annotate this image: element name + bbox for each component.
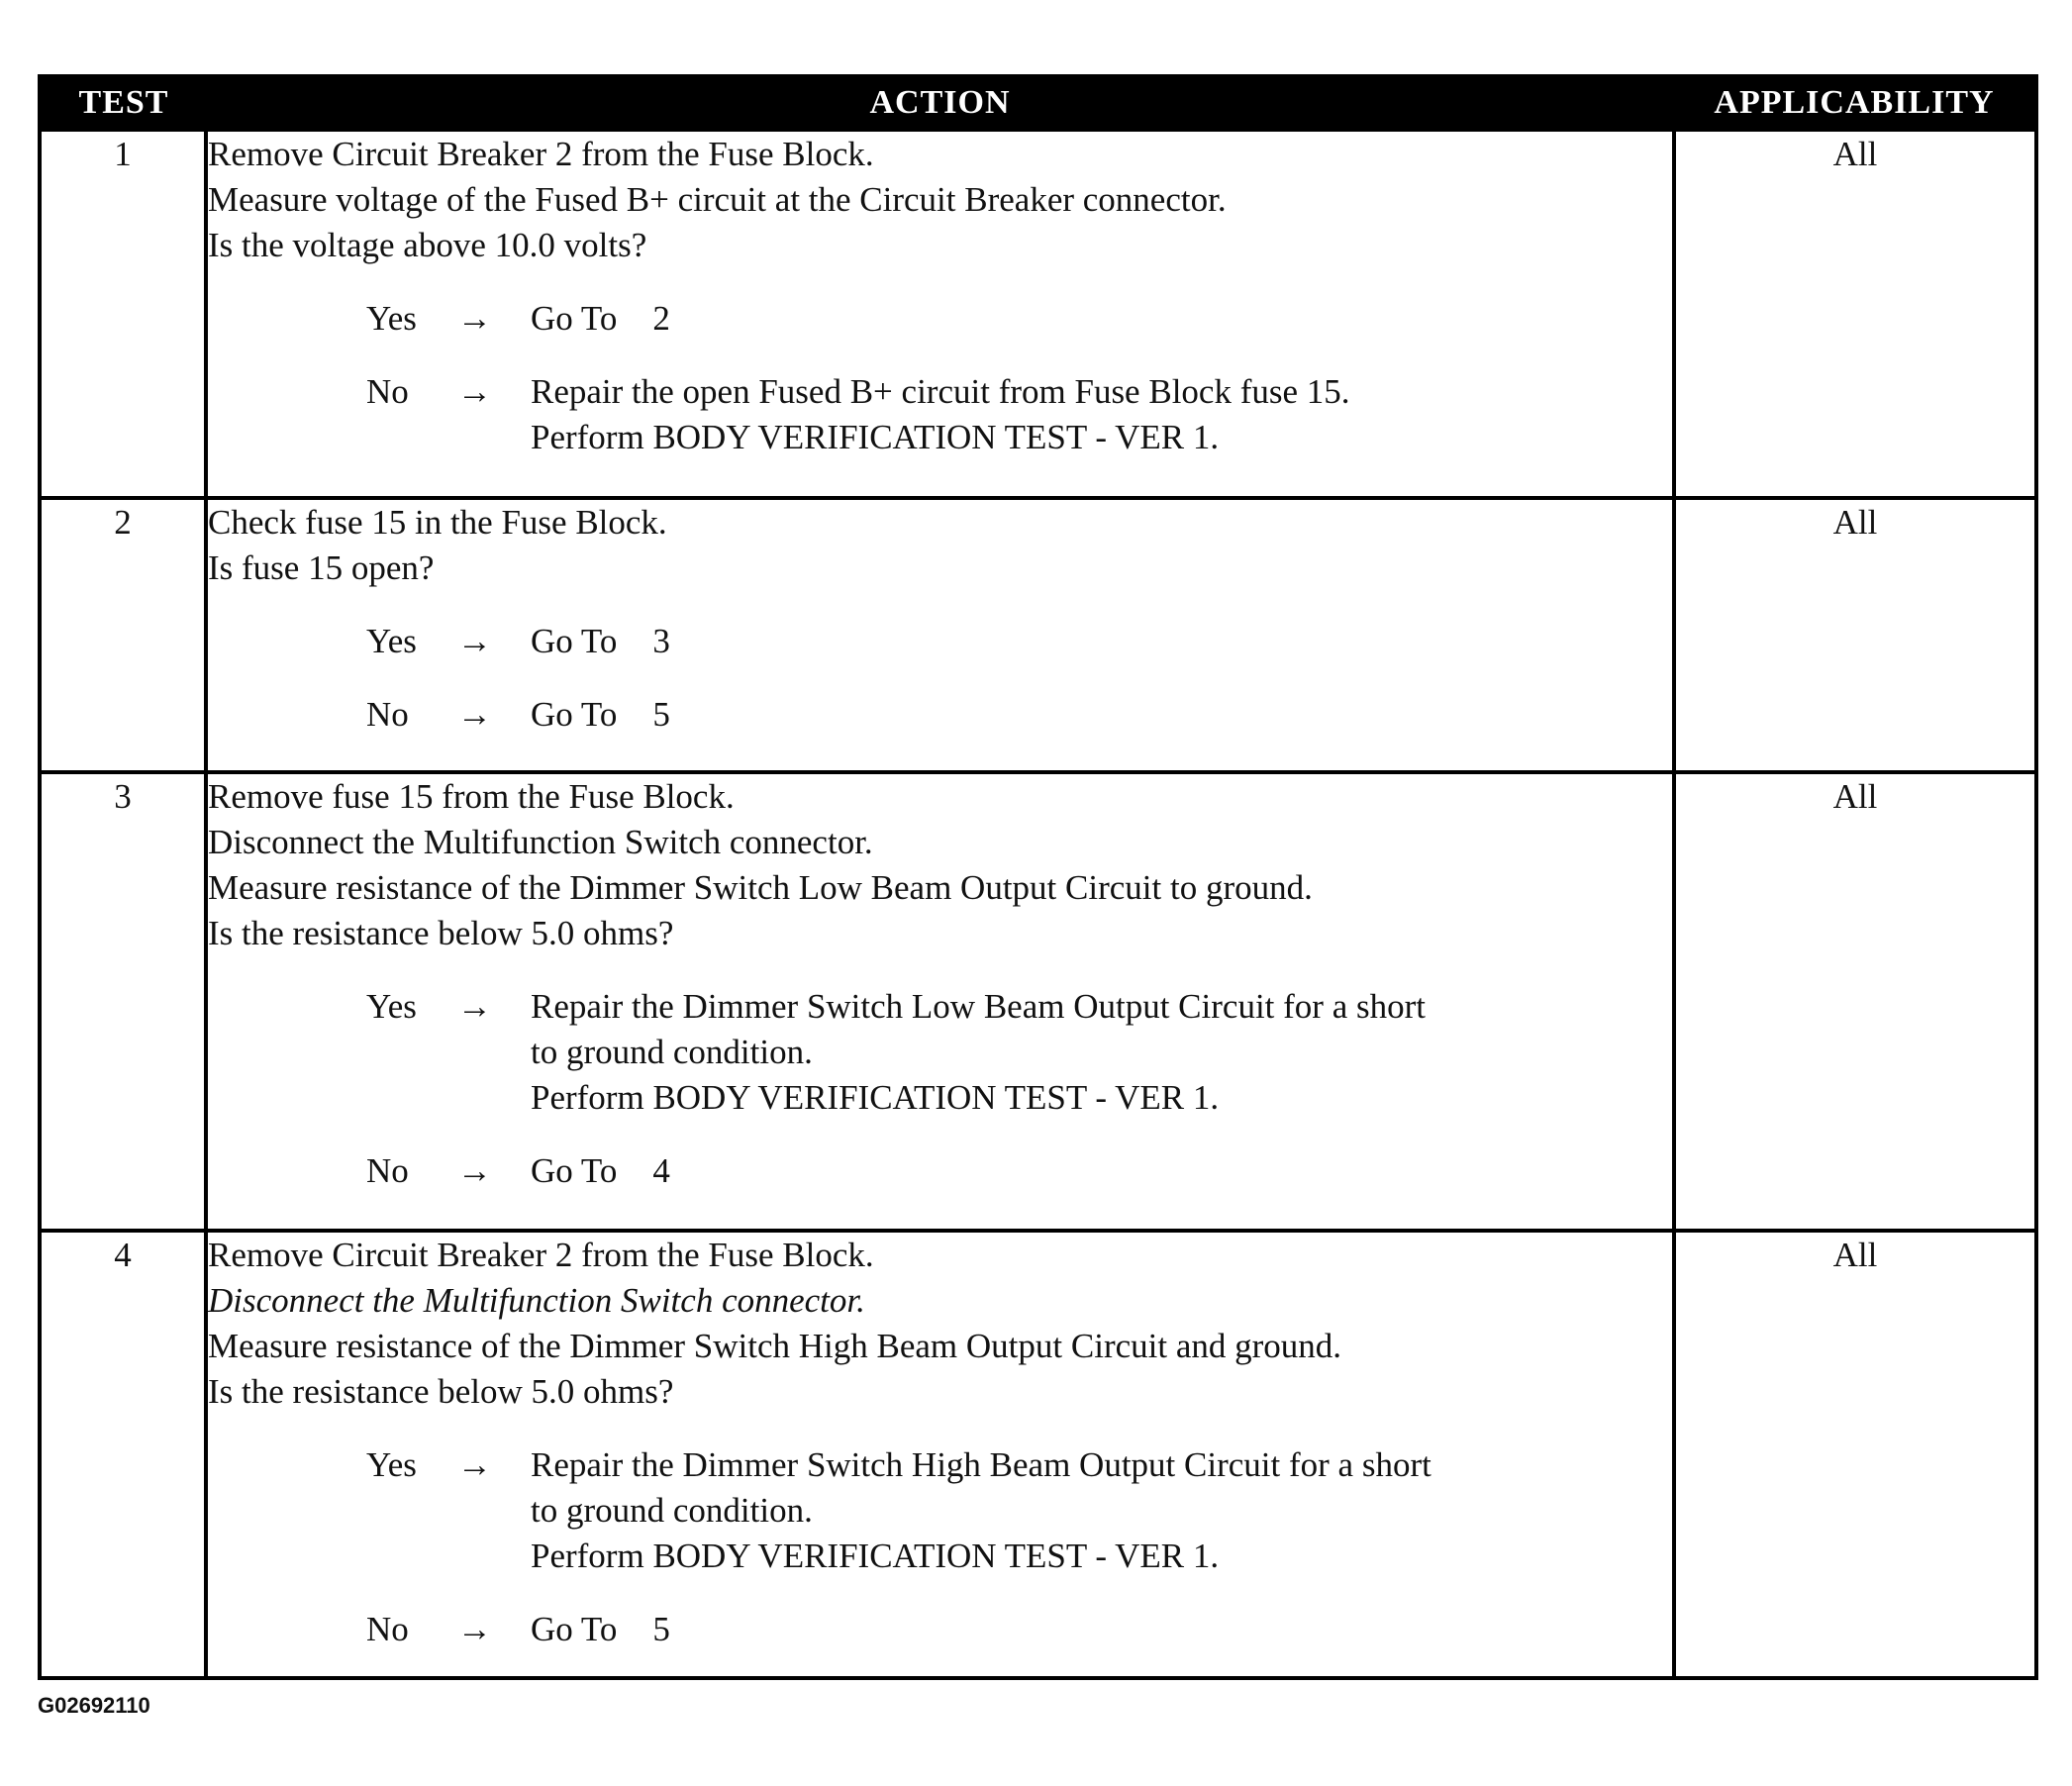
- no-label: No: [366, 1610, 409, 1648]
- test-row-2: [40, 498, 2036, 772]
- test-row-1: [40, 130, 2036, 498]
- goto-text: Go To: [531, 695, 618, 734]
- instruction-line: Is the voltage above 10.0 volts?: [208, 226, 647, 264]
- test-number: 3: [40, 772, 206, 1231]
- no-answer: [366, 1148, 1672, 1194]
- instruction-line: Remove Circuit Breaker 2 from the Fuse Block.: [208, 135, 874, 173]
- yes-answer: [366, 296, 1672, 342]
- test-row-3: [40, 772, 2036, 1231]
- instruction-line: Is fuse 15 open?: [208, 548, 435, 587]
- applicability-value: All: [1674, 498, 2036, 772]
- header-test: TEST: [40, 76, 206, 130]
- yes-label: Yes: [366, 622, 417, 660]
- goto-text: Go To: [531, 299, 618, 338]
- figure-id: G02692110: [38, 1693, 150, 1718]
- yes-answer: [366, 619, 1672, 664]
- arrow-right-icon: →: [457, 1445, 492, 1484]
- action-cell: [206, 498, 1674, 772]
- diagnostic-test-table: [38, 74, 2038, 1680]
- arrow-right-icon: →: [457, 987, 492, 1026]
- goto-step-number: 4: [652, 1151, 670, 1190]
- test-number: 1: [40, 130, 206, 498]
- goto-step-number: 5: [652, 695, 670, 734]
- arrow-right-icon: →: [457, 1610, 492, 1648]
- arrow-right-icon: →: [457, 299, 492, 338]
- test-row-4: [40, 1231, 2036, 1678]
- instruction-line: Is the resistance below 5.0 ohms?: [208, 914, 674, 952]
- applicability-value: All: [1674, 1231, 2036, 1678]
- answer-line: to ground condition.: [531, 1033, 813, 1071]
- arrow-right-icon: →: [457, 622, 492, 660]
- instruction-line: Measure voltage of the Fused B+ circuit at the Circuit Breaker connector.: [208, 180, 1227, 219]
- instruction-line: Disconnect the Multifunction Switch connector.: [208, 823, 873, 861]
- instruction-line: Remove Circuit Breaker 2 from the Fuse Block.: [208, 1236, 874, 1274]
- answer-line: Perform BODY VERIFICATION TEST - VER 1.: [531, 1078, 1220, 1117]
- goto-step-number: 5: [652, 1610, 670, 1648]
- goto-text: Go To: [531, 1151, 618, 1190]
- yes-label: Yes: [366, 299, 417, 338]
- goto-step-number: 2: [652, 299, 670, 338]
- test-number: 2: [40, 498, 206, 772]
- arrow-right-icon: →: [457, 1151, 492, 1190]
- answer-line: Repair the Dimmer Switch Low Beam Output Circuit for a short: [531, 987, 1426, 1026]
- header-action: ACTION: [206, 76, 1674, 130]
- applicability-value: All: [1674, 130, 2036, 498]
- goto-text: Go To: [531, 1610, 618, 1648]
- applicability-value: All: [1674, 772, 2036, 1231]
- no-label: No: [366, 1151, 409, 1190]
- no-label: No: [366, 372, 409, 411]
- header-applicability: APPLICABILITY: [1674, 76, 2036, 130]
- instruction-line: Disconnect the Multifunction Switch connector.: [208, 1281, 865, 1320]
- action-cell: [206, 130, 1674, 498]
- no-answer: [366, 692, 1672, 738]
- goto-text: Go To: [531, 622, 618, 660]
- action-cell: [206, 1231, 1674, 1678]
- no-label: No: [366, 695, 409, 734]
- instruction-line: Measure resistance of the Dimmer Switch High Beam Output Circuit and ground.: [208, 1327, 1342, 1365]
- action-cell: [206, 772, 1674, 1231]
- instruction-line: Is the resistance below 5.0 ohms?: [208, 1372, 674, 1411]
- answer-line: Repair the open Fused B+ circuit from Fuse Block fuse 15.: [531, 372, 1350, 411]
- instruction-line: Measure resistance of the Dimmer Switch Low Beam Output Circuit to ground.: [208, 868, 1313, 907]
- answer-line: Perform BODY VERIFICATION TEST - VER 1.: [531, 418, 1220, 456]
- answer-line: Repair the Dimmer Switch High Beam Output Circuit for a short: [531, 1445, 1431, 1484]
- yes-answer: [366, 1442, 1672, 1579]
- answer-line: to ground condition.: [531, 1491, 813, 1530]
- instruction-line: Check fuse 15 in the Fuse Block.: [208, 503, 667, 542]
- goto-step-number: 3: [652, 622, 670, 660]
- instruction-line: Remove fuse 15 from the Fuse Block.: [208, 777, 735, 816]
- arrow-right-icon: →: [457, 372, 492, 411]
- yes-label: Yes: [366, 987, 417, 1026]
- yes-answer: [366, 984, 1672, 1121]
- no-answer: [366, 369, 1672, 460]
- yes-label: Yes: [366, 1445, 417, 1484]
- arrow-right-icon: →: [457, 695, 492, 734]
- answer-line: Perform BODY VERIFICATION TEST - VER 1.: [531, 1537, 1220, 1575]
- no-answer: [366, 1607, 1672, 1652]
- table-header-row: [40, 76, 2036, 130]
- test-number: 4: [40, 1231, 206, 1678]
